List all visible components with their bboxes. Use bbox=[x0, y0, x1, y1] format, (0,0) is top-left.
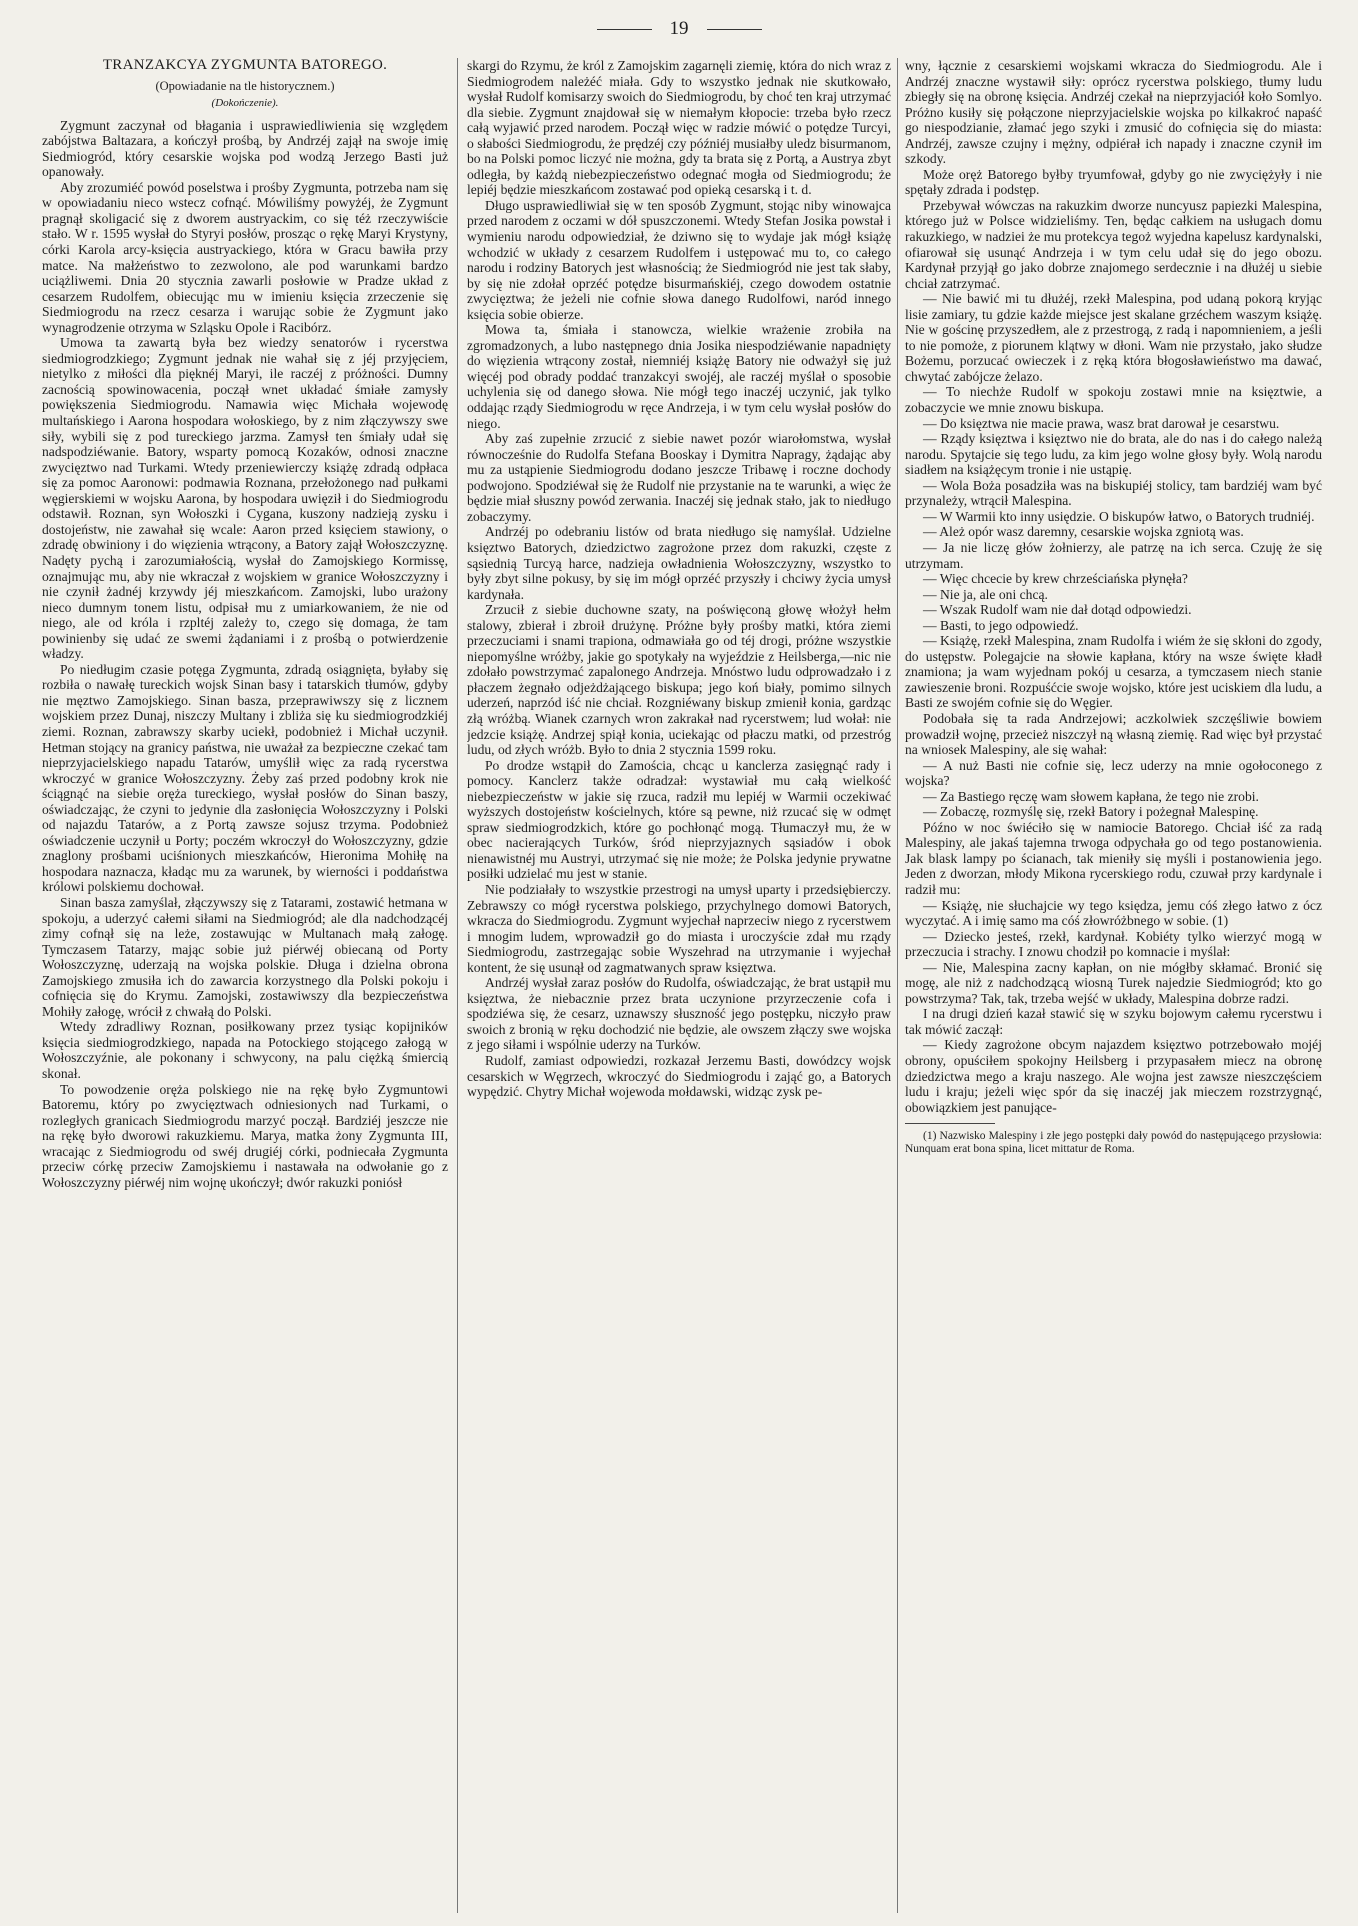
paragraph: Sinan basza zamyślał, złączywszy się z Tatarami, zostawić hetmana w spokoju, a uderzyć całemi siłami na Siedmiogród; ale dla nadchodzącéj zimy cofnął się na leże, zostawując w Multanach małą załogę. Tymczasem Tatarzy, mając sobie już piérwéj obiecaną od Porty Wołoszczyznę, uderzają na wojska polskie. Długa i dzielna obrona Zamojskiego zmusiła ich do zawarcia korzystnego dla Polski pokoju i cofnięcia się do Krymu. Zamojski, zostawiwszy dla bezpieczeństwa Mohiły załogę, wrócił z chwałą do Polski. bbox=[42, 894, 448, 1019]
paragraph: skargi do Rzymu, że król z Zamojskim zagarnęli ziemię, która do nich wraz z Siedmiogrodem należéć miała. Gdy to wszystko jednak nie skutkowało, wysłał Rudolf komisarzy swoich do Siedmiogrodu, by choć ten kraj utrzymać dla siebie. Zygmunt znajdował się w niemałym kłopocie: trzeba było rzecz całą wyjawić przed narodem. Począł więc w radzie mówić o potędze Turcyi, o słabości Siedmiogrodu, że prędzéj czy późniéj musiałby uledz bisurmanom, bo na Polski pomoc liczyć nie można, gdy ta brata się z Portą, a Austrya zbyt odległa, by każdą niebezpieczeństwo odegnać mogła od Siedmiogrodu; że lepiéj będzie mieszkańcom zostawać pod opieką cesarską i t. d. bbox=[467, 58, 891, 198]
article-title: TRANZAKCYA ZYGMUNTA BATOREGO. bbox=[102, 58, 388, 73]
paragraph: Po niedługim czasie potęga Zygmunta, zdradą osiągnięta, byłaby się rozbiła o nawałę tureckich wojsk Sinan basy i tatarskich tłumów, gdyby nie męztwo Zamojskiego. Sinan basza, przeprawiwszy się z licznem wojskiem przez Dunaj, niszczy Multany i zbliża się ku siedmiogrodzkiéj ziemi. Roznan, zabrawszy skarby uciekł, podobnież i Michał uczynił. Hetman stojący na granicy państwa, nie uważał za bezpieczne czekać tam nieprzyjacielskiego napadu Tatarów, umyślił więc za radą rycerstwa wkroczyć w granice Wołoszczyzny. Żeby zaś przed podobny krok nie ściągnąć na siebie oręża tureckiego, wysłał posłów do Sinan baszy, oświadczając, że czyni to jedynie dla zasłonięcia Wołoszczyzny i Polski od najazdu Tatarów, a z Portą zawsze sojusz trzyma. Podobnież oświadczenie uczynił u Porty; poczém wkroczył do Wołoszczyzny, gdzie znaglony prośbami uciśnionych mieszkańców, Hieronima Mohiłę na hospodara naznacza, kładąc mu za warunek, by wierności i poddaństwa królowi polskiemu dochował. bbox=[42, 661, 448, 895]
paragraph: Andrzéj po odebraniu listów od brata niedługo się namyślał. Udzielne księztwo Batorych, dziedzictwo zagrożone przez dom rakuzki, częste z sąsiednią Turcyą harce, nadzieja owładnienia Wołoszczyzny, wszystko to były zbyt silne pokusy, by się im mógł oprzéć przyszły i chciwy życia umysł kardynała. bbox=[467, 524, 891, 602]
article-subtitle: (Opowiadanie na tle historycznem.) bbox=[155, 78, 335, 93]
paragraph: Andrzéj wysłał zaraz posłów do Rudolfa, oświadczając, że brat ustąpił mu księztwa, że niebacznie przez brata uczynione przyrzeczenie cofa i spodziéwa się, że cesarz, uznawszy słuszność jego postępku, niczyło praw swoich z bronią w ręku dochodzić nie będzie, ale owszem złączy swe wojska z jego siłami i wspólnie uderzy na Turków. bbox=[467, 975, 891, 1053]
paragraph: — To niechże Rudolf w spokoju zostawi mnie na księztwie, a zobaczycie we mnie znowu biskupa. bbox=[905, 384, 1322, 416]
left-rule bbox=[597, 29, 652, 30]
column-1-text bbox=[42, 118, 448, 1191]
paragraph: Zrzucił z siebie duchowne szaty, na poświęconą głowę włożył hełm stalowy, zbierał i zbroił drużynę. Próżne były prośby matki, która ziemi przeczuciami i snami trapiona, odmawiała go od téj drogi, próżne wszystkie niepomyślne wróżby, jakie go spotykały na wyjeździe z Heilsberga,—nic nie zdołało powstrzymać zapalonego Andrzeja. Mnóstwo ludu odprowadzało i z płaczem żegnało odjeżdżającego biskupa; jego koń biały, pomimo silnych uderzeń, naprzód iść nie chciał. Rozgniéwany biskup zmienił konia, gardząc złą wróżbą. Wianek czarnych wron zakrakał nad rycerstwem; lud wołał: nie jedzcie książę. Andrzej spiął konia, uciekając od płaczu matki, od przestróg ludu, od złych wróżb. Było to dnia 2 stycznia 1599 roku. bbox=[467, 602, 891, 758]
paragraph: — Ja nie liczę głów żołnierzy, ale patrzę na ich serca. Czuję że się utrzymam. bbox=[905, 539, 1322, 571]
column-3-text bbox=[905, 58, 1322, 1115]
paragraph: Zygmunt zaczynał od błagania i usprawiedliwienia się względem zabójstwa Baltazara, a kończył prośbą, by Andrzéj zajął na swoje imię Siedmiogród, który cesarskie wojska pod wodzą Jerzego Basti już opanowały. bbox=[42, 117, 448, 180]
paragraph: To powodzenie oręża polskiego nie na rękę było Zygmuntowi Batoremu, który po zwycięztwach odniesionych nad Turkami, o rozległych granicach Siedmiogrodu marzyć począł. Bardziéj jeszcze nie na rękę było dworowi rakuzkiemu. Marya, matka żony Zygmunta III, wracając z Siedmiogrodu od swéj drugiéj córki, podniecała Zygmunta przeciw córkę przeciw Zamojskiemu i nastawała na odwołanie go z Wołoszczyzny piérwéj nim wojnę ukończył; dwór rakuzki poniósł bbox=[42, 1081, 448, 1190]
paragraph: Późno w noc świéciło się w namiocie Batorego. Chciał iść za radą Malespiny, ale jakaś tajemna trwoga odpychała go od tego postanowienia. Jak blask lampy po ścianach, tak mieniły się myśli i postanowienia jego. Jeden z dworzan, młody Mikona rycerskiego rodu, czuwał przy kardynale i radził mu: bbox=[905, 819, 1322, 897]
paragraph: — Za Bastiego ręczę wam słowem kapłana, że tego nie zrobi. bbox=[923, 788, 1259, 804]
paragraph: I na drugi dzień kazał stawić się w szyku bojowym całemu rycerstwu i tak mówić zaczął: bbox=[905, 1006, 1322, 1037]
paragraph: Może oręż Batorego byłby tryumfował, gdyby go nie zwyciężyły i nie spętały zdrada i podstęp. bbox=[905, 166, 1322, 198]
column-2 bbox=[467, 58, 891, 1913]
paragraph: — Nie, Malespina zacny kapłan, on nie mógłby skłamać. Bronić się mogę, ale niż z nadchodzącą wiosną Turek najedzie Siedmiogród; kto go powstrzyma? Tak, tak, trzeba wejść w układy, Malespina dobrze radzi. bbox=[905, 959, 1322, 1006]
paragraph: — Zobaczę, rozmyślę się, rzekł Batory i pożegnał Malespinę. bbox=[923, 804, 1259, 820]
footnote-rule bbox=[905, 1123, 995, 1124]
paragraph: Mowa ta, śmiała i stanowcza, wielkie wrażenie zrobiła na zgromadzonych, a lubo następnego dnia Josika niespodziéwanie napadnięty do więzienia wtrącony został, niemniéj książę Batory nie odważył się już więcéj pod obrady poddać tranzakcyi swojéj, ale raczéj myślał o sposobie uchylenia się od danego słowa. Nie mógł tego inaczéj uczynić, jak tylko oddając rządy Siedmiogrodu w ręce Andrzeja, i w tym celu wysłał posłów do niego. bbox=[467, 322, 891, 431]
column-divider bbox=[457, 58, 458, 1913]
column-1 bbox=[42, 58, 448, 1913]
paragraph: Podobała się ta rada Andrzejowi; aczkolwiek szczęśliwie bowiem prowadził wojnę, przecież niszczył ną własną ziemię. Rad więc był przystać na wniosek Malespiny, ale się wahał: bbox=[905, 710, 1322, 758]
paragraph: — Rządy księztwa i księztwo nie do brata, ale do nas i do całego należą narodu. Spytajcie się tego ludu, za kim jego wolne głosy były. Wolą narodu siadłem na książęcym tronie i nie ustąpię. bbox=[905, 431, 1322, 478]
right-rule bbox=[707, 29, 762, 30]
paragraph: Aby zaś zupełnie zrzucić z siebie nawet pozór wiarołomstwa, wysłał równocześnie do Rudolfa Stefana Booskay i Dymitra Napragy, żądając aby mu za ustąpienie Siedmiogrodu dodano jeszcze Tribawę i roczne dochody podwojono. Spodziéwał się że Rudolf nie przystanie na te warunki, a więc że będzie miał słuszny powód zerwania. Inaczéj się jednak stało, jak to niedługo zobaczymy. bbox=[467, 431, 891, 524]
paragraph: — Kiedy zagrożone obcym najazdem księztwo potrzebowało mojéj obrony, opuściłem spokojny Heilsberg i przypasałem miecz na obronę dziedzictwa mego a kraju naszego. Ale wojna jest zawsze nieszczęściem ludu i kraju; jeżeli więc spór da się inaczéj jak mieczem rozstrzygnąć, obowiązkiem jest panujące- bbox=[905, 1037, 1322, 1115]
paragraph: Długo usprawiedliwiał się w ten sposób Zygmunt, stojąc niby winowajca przed narodem z oczami w dół spuszczonemi. Wtedy Stefan Josika powstał i wymieniu narodu odpowiedział, że dziwno się to wydaje jak mógł książę wchodzić w układy z cesarzem Rudolfem i ustępować mu to, co całego narodu i rodziny Batorych jest własnością; że Siedmiogród nie jest tak słaby, by się nie zdołał oprzéć potędze bisurmańskiéj, czego dowodem ostatnie zwycięztwa; że jeżeli nie cofnie słowa danego Rudolfowi, naród innego księcia sobie obierze. bbox=[467, 197, 891, 322]
paragraph: — Nie ja, ale oni chcą. bbox=[923, 586, 1048, 602]
paragraph: Przebywał wówczas na rakuzkim dworze nuncyusz papiezki Malespina, którego już w Polsce widzieliśmy. Ten, będąc całkiem na usługach domu rakuzkiego, w nadziei że mu protekcya tegoż wyjedna kapelusz kardynalski, ofiarował się usunąć Andrzeja i w tym celu udał się do jego obozu. Kardynał przyjął go jako dobrze znajomego serdecznie i na dłużéj u siebie chciał zatrzymać. bbox=[905, 197, 1322, 291]
paragraph: — Wszak Rudolf wam nie dał dotąd odpowiedzi. bbox=[923, 602, 1192, 618]
paragraph: — A nuż Basti nie cofnie się, lecz uderzy na mnie ogołoconego z wojska? bbox=[905, 757, 1322, 789]
paragraph: — Więc chcecie by krew chrześciańska płynęła? bbox=[923, 571, 1188, 587]
paragraph: wny, łącznie z cesarskiemi wojskami wkracza do Siedmiogrodu. Ale i Andrzéj znaczne wystawił siły: oprócz rycerstwa polskiego, tłumy ludu zbiegły się na obronę księcia. Andrzéj czekał na nieprzyjaciół koło Somlyo. Próżno kusiły się połączone nieprzyjacielskie wojska po kilkakroć napaść go niespodzianie, złamać jego szyki i zmusić do cofnięcia się do miasta: Andrzéj, zawsze czujny i mężny, odpiérał ich napady i znaczne czynił im szkody. bbox=[905, 58, 1322, 167]
page-number: 19 bbox=[669, 18, 689, 39]
column-2-text bbox=[467, 58, 891, 1100]
paragraph: — Basti, to jego odpowiedź. bbox=[923, 617, 1079, 633]
page-number-header bbox=[0, 18, 1358, 40]
paragraph: Wtedy zdradliwy Roznan, posiłkowany przez tysiąc kopijników księcia siedmiogrodzkiego, napada na Potockiego stojącego załogą w Wołoszczyźnie, ale pokonany i schwycony, na palu ciężką śmiercią skonał. bbox=[42, 1019, 448, 1081]
paragraph: — Do księztwa nie macie prawa, wasz brat darował je cesarstwu. bbox=[923, 415, 1280, 431]
paragraph: Umowa ta zawartą była bez wiedzy senatorów i rycerstwa siedmiogrodzkiego; Zygmunt jednak nie wahał się z jéj przyjęciem, nietylko z miłości dla pięknéj Maryi, ile raczéj z próżności. Dumny zacnością spowinowacenia, począł wnet układać śmiałe zamysły powiększenia Siedmiogrodu. Namawia więc Michała wojewodę multańskiego i Aarona hospodara wołoskiego, by z nim złączywszy swe siły, wybili się z pod tureckiego jarzma. Zamysł ten śmiały udał się nadspodziéwanie. Batory, wsparty pomocą Kozaków, odnosi znaczne zwycięztwo nad Turkami. Wtedy przeniewierczy książę zdradą odpłaca się za pomoc Aaronowi: podmawia Roznana, przełożonego nad pułkami węgierskiemi w wojsku Aarona, by hospodara uwięził i do Siedmiogrodu odstawił. Roznan, syn Wołoszki i Cygana, kuszony nadzieją zysku i dostojeństw, nie zawahał się wcale: Aaron przed księciem stawiony, o zdradę obwiniony i do więzienia wtrącony, a Batory zajął Wołoszczyznę. Nadęty pychą i zarozumiałością, wysłał do Zamojskiego Kormissę, oznajmując mu, aby nie wkraczał z wojskiem w granice Wołoszczyzny i nie czynił żadnéj krzywdy jéj mieszkańcom. Zamojski, lubo urażony nieco dumnym tonem listu, odpisał mu z umiarkowaniem, że nie od niego, ale od króla i rzpltéj zależy to, czego się domaga, że tam powinienby się udać ze swemi żądaniami i z prośbą o potwierdzenie władzy. bbox=[42, 335, 448, 662]
paragraph: — Książę, nie słuchajcie wy tego księdza, jemu cóś złego łatwo z ócz wyczytać. A i imię samo ma cóś złowróżbnego w sobie. (1) bbox=[905, 897, 1322, 929]
paragraph: Rudolf, zamiast odpowiedzi, rozkazał Jerzemu Basti, dowódzcy wojsk cesarskich w Węgrzech, wkroczyć do Siedmiogrodu i zająć go, a Batorych wypędzić. Chytry Michał wojewoda mołdawski, widząc zysk pe- bbox=[467, 1053, 891, 1100]
paragraph: — Wola Boża posadziła was na biskupiéj stolicy, tam bardziéj wam być przynależy, wtrącił Malespina. bbox=[905, 477, 1322, 509]
column-3 bbox=[905, 58, 1322, 1913]
paragraph: Aby zrozumiéć powód poselstwa i prośby Zygmunta, potrzeba nam się w opowiadaniu nieco wstecz cofnąć. Mówiliśmy powyżéj, że Zygmunt pragnął skoligacić się z dworem austryackim, co się téż rzeczywiście stało. W r. 1595 wysłał do Styryi posłów, prosząc o rękę Maryi Krystyny, córki Karola arcy-księcia austryackiego, która w Gracu bawiła przy matce. Na małżeństwo to zezwolono, ale pod warunkami bardzo uciążliwemi. Dnia 20 stycznia zawarli posłowie w Pradze układ z cesarzem Rudolfem, obiecując mu w imieniu księcia zrzeczenie się Siedmiogrodu na rzecz cesarza i warując sobie że Zygmunt jako wynagrodzenie otrzyma w Szląsku Opole i Racibórz. bbox=[42, 179, 448, 335]
article-note: (Dokończenie). bbox=[211, 97, 279, 110]
paragraph: — Dziecko jesteś, rzekł, kardynał. Kobiéty tylko wierzyć mogą w przeczucia i strachy. I znowu chodził po komnacie i myślał: bbox=[905, 928, 1322, 960]
paragraph: Nie podziałały to wszystkie przestrogi na umysł uparty i przedsiębierczy. Zebrawszy co mógł rycerstwa polskiego, przychylnego domowi Batorych, wkracza do Siedmiogrodu. Zygmunt wyjechał naprzeciw niego z rycerstwem i mnogim ludem, wprowadził go do miasta i uroczyście zdał mu rządy Siedmiogrodu, zastrzegając sobie Wyszehrad na utrzymanie i wyjechał kontent, że się usunął od zagmatwanych spraw księztwa. bbox=[467, 881, 891, 975]
paragraph: Po drodze wstąpił do Zamościa, chcąc u kanclerza zasięgnąć rady i pomocy. Kanclerz także odradzał: wystawiał mu całą wielkość niebezpieczeństw w jakie się rzuca, radził mu lepiéj w Warmii oczekiwać wyższych dostojeństw kościelnych, które są pewne, niż rzucać się w odmęt spraw siedmiogrodzkich, które go pochłonąć mogą. Tłumaczył mu, że w obec nacierających Turków, śród nieprzyjaznych sąsiadów i obok nienawistnéj mu Austryi, utrzymać się nie może; że Polska jedynie prywatne posiłki udzielać mu jest w stanie. bbox=[467, 757, 891, 882]
paragraph: — Książę, rzekł Malespina, znam Rudolfa i wiém że się skłoni do zgody, do ustępstw. Polegajcie na słowie kapłana, który na wsze święte kładł znamiona; ja wam wyjednam pokój u cesarza, a tymczasem niech stanie zawieszenie broni. Rozpuśćcie swoje wojsko, które jest uciskiem dla ludu, a Basti ze swojém cofnie się do Węgier. bbox=[905, 633, 1322, 711]
paragraph: — Ależ opór wasz daremny, cesarskie wojska zgniotą was. bbox=[923, 524, 1244, 540]
column-divider bbox=[897, 58, 898, 1913]
paragraph: — Nie bawić mi tu dłużéj, rzekł Malespina, pod udaną pokorą kryjąc lisie zamiary, tu gdzie każde miejsce jest skalane grzéchem waszym książę. Nie w gościnę przyszedłem, ale z przestrogą, z radą i napomnieniem, a jeśli to nie pomoże, z piorunem klątwy w dłoni. Wam nie przystało, jako słudze Bożemu, porzucać owieczek i z ręką która błogosławieństwo ma dawać, chwytać zabójcze żelazo. bbox=[905, 291, 1322, 384]
footnote: (1) Nazwisko Malespiny i złe jego postępki dały powód do następującego przysłowia: Nunquam erat bona spina, licet mittatur de Roma. bbox=[905, 1130, 1322, 1156]
paragraph: — W Warmii kto inny usiędzie. O biskupów łatwo, o Batorych trudniéj. bbox=[923, 508, 1315, 524]
